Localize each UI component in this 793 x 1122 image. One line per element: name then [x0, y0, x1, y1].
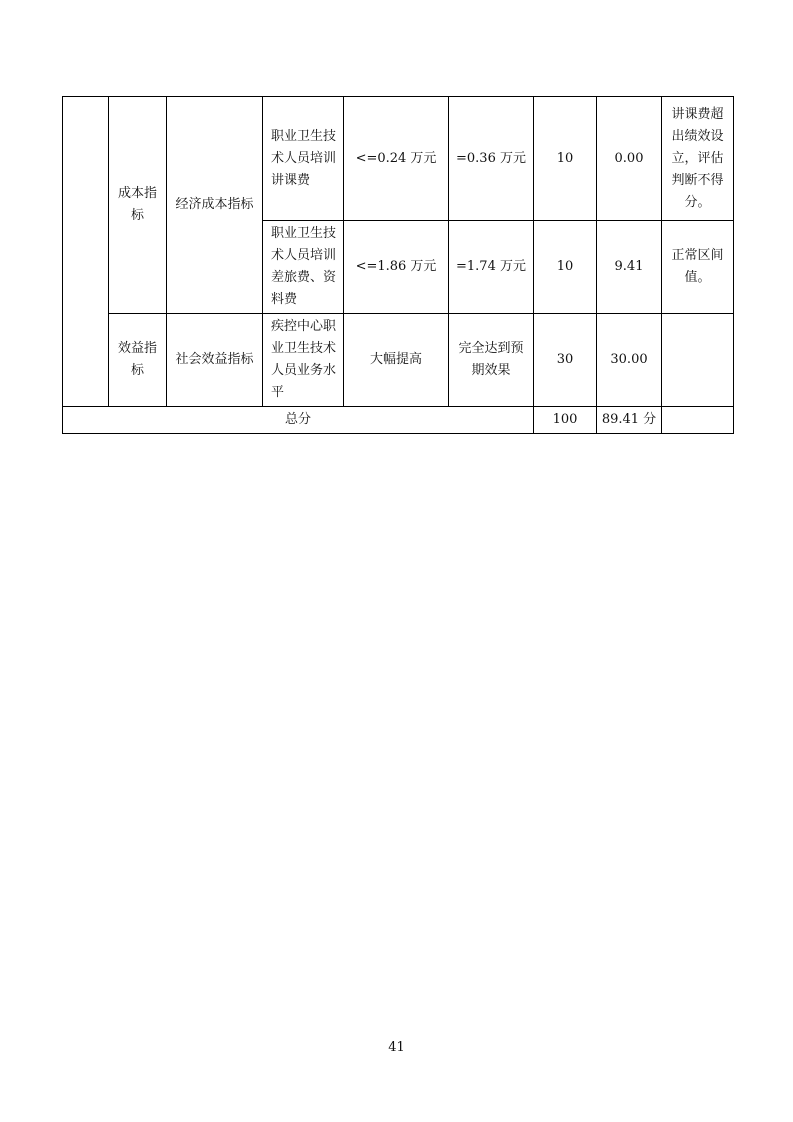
score-cell: 9.41 [597, 221, 662, 314]
target-value-cell: 大幅提高 [344, 314, 449, 407]
actual-value-cell: 完全达到预期效果 [449, 314, 534, 407]
indicator-name-cell: 职业卫生技术人员培训差旅费、资料费 [263, 221, 344, 314]
table-row [63, 97, 734, 221]
level2-indicator-cell: 成本指标 [109, 97, 167, 314]
actual-value-cell: =1.74 万元 [449, 221, 534, 314]
performance-evaluation-table [62, 96, 734, 434]
level3-indicator-cell: 经济成本指标 [167, 97, 263, 314]
indicator-name-cell: 职业卫生技术人员培训讲课费 [263, 97, 344, 221]
remark-cell: 正常区间值。 [662, 221, 734, 314]
remark-cell: 讲课费超出绩效设立，评估判断不得分。 [662, 97, 734, 221]
table-row [63, 314, 734, 407]
actual-value-cell: =0.36 万元 [449, 97, 534, 221]
remark-cell [662, 314, 734, 407]
total-remark-cell [662, 407, 734, 434]
level1-indicator-cell [63, 97, 109, 407]
weight-cell: 30 [534, 314, 597, 407]
target-value-cell: <=1.86 万元 [344, 221, 449, 314]
weight-cell: 10 [534, 221, 597, 314]
indicator-name-cell: 疾控中心职业卫生技术人员业务水平 [263, 314, 344, 407]
page-number: 41 [388, 1040, 405, 1055]
level2-indicator-cell: 效益指标 [109, 314, 167, 407]
score-cell: 30.00 [597, 314, 662, 407]
total-weight-cell: 100 [534, 407, 597, 434]
target-value-cell: <=0.24 万元 [344, 97, 449, 221]
total-score-cell: 89.41 分 [597, 407, 662, 434]
weight-cell: 10 [534, 97, 597, 221]
total-row [63, 407, 734, 434]
total-label-cell: 总分 [63, 407, 534, 434]
level3-indicator-cell: 社会效益指标 [167, 314, 263, 407]
score-cell: 0.00 [597, 97, 662, 221]
